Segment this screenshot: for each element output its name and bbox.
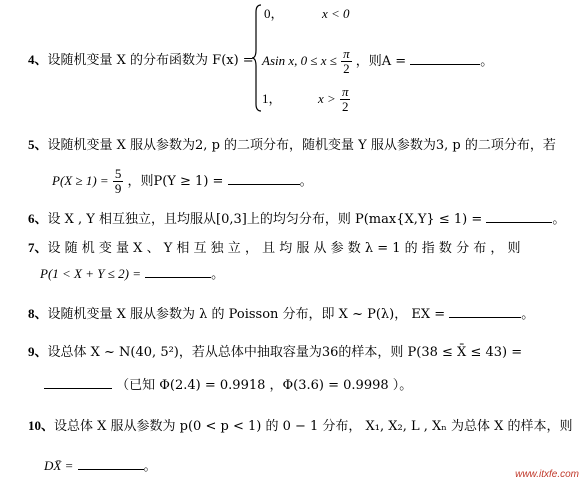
answer-blank[interactable] <box>44 376 112 389</box>
site-watermark: www.itxfe.com <box>515 469 579 480</box>
answer-blank[interactable] <box>228 172 300 185</box>
answer-blank[interactable] <box>486 210 552 223</box>
question-text: 设随机变量 X 的分布函数为 F(x) = <box>47 53 254 68</box>
question-7-line-1: 7、设 随 机 变 量 X 、 Y 相 互 独 立 ， 且 均 服 从 参 数 λ = 1 的 指 数 分 布 ， 则 <box>28 240 521 256</box>
question-9-line-2: （已知 Φ(2.4) = 0.9918 ，Φ(3.6) = 0.9998 ）。 <box>44 376 412 394</box>
answer-blank[interactable] <box>145 265 211 278</box>
piecewise-case-2: Asin x, 0 ≤ x ≤ $\frac{\pi}{2}$ ，则A = 。 <box>262 46 494 76</box>
question-5-line-1: 5、设随机变量 X 服从参数为2, p 的二项分布，随机变量 Y 服从参数为3, p 的二项分布，若 <box>28 137 556 153</box>
piecewise-brace <box>252 4 262 112</box>
question-8: 8、设随机变量 X 服从参数为 λ 的 Poisson 分布，即 X ~ P(λ)， EX = 。 <box>28 306 535 322</box>
answer-blank[interactable] <box>78 457 144 470</box>
fraction-pi-over-2: $\frac{\pi}{2}$ <box>341 84 349 114</box>
question-5-line-2: P(X ≥ 1) = $\frac{5}{9}$ ，则P(Y ≥ 1) = 。 <box>52 166 313 196</box>
question-7-line-2: P(1 < X + Y ≤ 2) = 。 <box>40 266 225 282</box>
answer-blank[interactable] <box>449 305 521 318</box>
piecewise-case-3: 1， x > $\frac{\pi}{2}$ <box>262 84 349 114</box>
fraction-pi-over-2: $\frac{\pi}{2}$ <box>343 46 350 76</box>
question-6: 6、设 X , Y 相互独立，且均服从[0,3]上的均匀分布，则 P(max{X,Y} ≤ 1) = 。 <box>28 211 566 227</box>
question-10-line-1: 10、设总体 X 服从参数为 p(0 < p < 1) 的 0 − 1 分布， X₁, X₂, L , Xₙ 为总体 X 的样本，则 <box>28 418 573 434</box>
fraction-5-over-9: $\frac{5}{9}$ <box>114 166 122 196</box>
answer-blank[interactable] <box>410 52 480 65</box>
question-9-line-1: 9、设总体 X ~ N(40, 5²)，若从总体中抽取容量为36的样本，则 P(38 ≤ X̄ ≤ 43) = <box>28 344 523 360</box>
question-10-line-2: DX̄ = 。 <box>44 458 157 474</box>
question-number: 4、 <box>28 52 48 67</box>
question-4-stem <box>28 52 254 69</box>
piecewise-case-1: 0， x < 0 <box>264 6 350 21</box>
